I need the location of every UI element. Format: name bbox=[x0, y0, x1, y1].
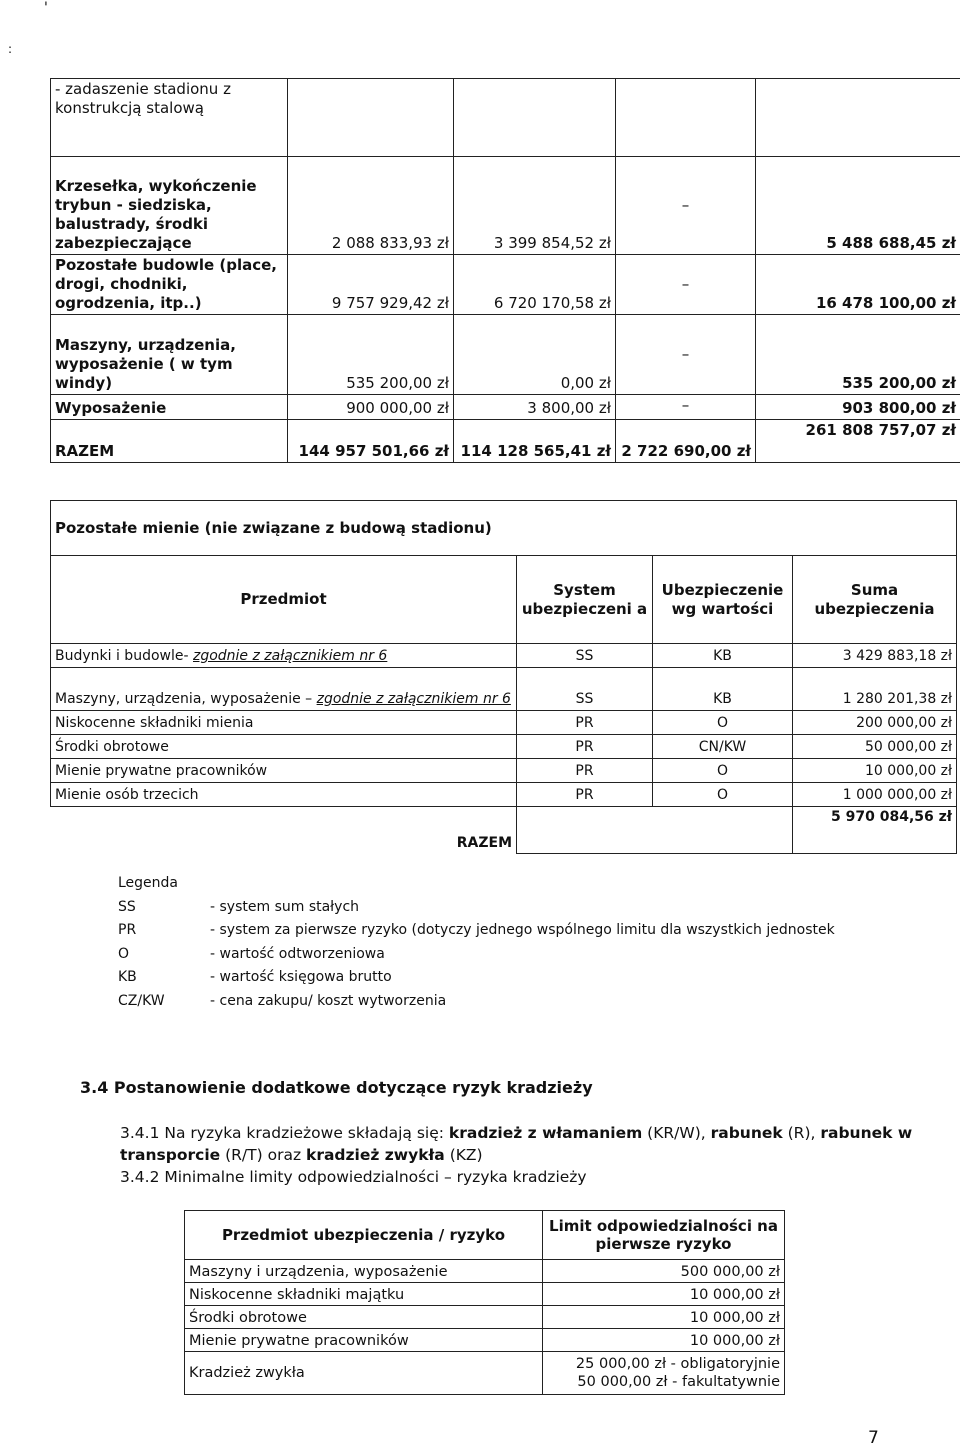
total-sum: 5 970 084,56 zł bbox=[793, 807, 957, 854]
table-row bbox=[51, 735, 957, 759]
row-label: Maszyny, urządzenia, wyposażenie ( w tym windy) bbox=[51, 315, 288, 395]
basis-cell: KB bbox=[653, 644, 793, 668]
total-cell: 5 488 688,45 zł bbox=[756, 157, 960, 255]
limit-cell: 10 000,00 zł bbox=[543, 1283, 785, 1306]
row-label: Pozostałe budowle (place, drogi, chodniki, ogrodzenia, itp..) bbox=[51, 255, 288, 315]
value-cell: 2 088 833,93 zł bbox=[288, 157, 454, 255]
legend-title: Legenda bbox=[118, 875, 179, 891]
table-row bbox=[185, 1329, 785, 1352]
sum-cell: 10 000,00 zł bbox=[793, 759, 957, 783]
other-property-table-wrap bbox=[50, 500, 957, 854]
column-header: Ubezpieczenie wg wartości bbox=[653, 556, 793, 644]
legend-item: KB - wartość księgowa brutto bbox=[118, 969, 392, 985]
theft-limits-table-wrap bbox=[184, 1210, 785, 1395]
value-cell: 2 722 690,00 zł bbox=[616, 420, 756, 463]
total-cell: 261 808 757,07 zł bbox=[756, 420, 960, 463]
limit-cell: 500 000,00 zł bbox=[543, 1260, 785, 1283]
table-row bbox=[51, 711, 957, 735]
system-cell: PR bbox=[517, 735, 653, 759]
value-cell: 114 128 565,41 zł bbox=[454, 420, 616, 463]
limit-cell: 10 000,00 zł bbox=[543, 1306, 785, 1329]
column-header: Przedmiot ubezpieczenia / ryzyko bbox=[185, 1211, 543, 1260]
legend-item: CZ/KW - cena zakupu/ koszt wytworzenia bbox=[118, 992, 447, 1009]
item-cell: Mienie prywatne pracowników bbox=[51, 759, 517, 783]
column-header: Przedmiot bbox=[51, 556, 517, 644]
table-row bbox=[51, 759, 957, 783]
table-row bbox=[51, 783, 957, 807]
table-row bbox=[51, 255, 960, 315]
sum-cell: 1 280 201,38 zł bbox=[793, 668, 957, 711]
row-label: Wyposażenie bbox=[51, 395, 288, 420]
item-cell: Maszyny, urządzenia, wyposażenie – zgodnie z załącznikiem nr 6 bbox=[51, 668, 517, 711]
sum-cell: 200 000,00 zł bbox=[793, 711, 957, 735]
sum-cell: 1 000 000,00 zł bbox=[793, 783, 957, 807]
basis-cell: KB bbox=[653, 668, 793, 711]
total-cell: 16 478 100,00 zł bbox=[756, 255, 960, 315]
table-row bbox=[51, 315, 960, 395]
item-cell: Środki obrotowe bbox=[185, 1306, 543, 1329]
value-cell: 900 000,00 zł bbox=[288, 395, 454, 420]
item-cell: Mienie prywatne pracowników bbox=[185, 1329, 543, 1352]
other-property-table bbox=[50, 500, 957, 854]
value-cell: 0,00 zł bbox=[454, 315, 616, 395]
column-header: Suma ubezpieczenia bbox=[793, 556, 957, 644]
value-cell: 535 200,00 zł bbox=[288, 315, 454, 395]
basis-cell: O bbox=[653, 783, 793, 807]
value-cell: – bbox=[616, 255, 756, 315]
value-cell: 9 757 929,42 zł bbox=[288, 255, 454, 315]
paragraph-3-4-1: 3.4.1 Na ryzyka kradzieżowe składają się: kradzież z włamaniem (KR/W), rabunek (R), rabunek w transporcie (R/T) oraz kradzież zwykła (KZ) bbox=[120, 1124, 913, 1164]
sum-cell: 50 000,00 zł bbox=[793, 735, 957, 759]
table-header-row bbox=[185, 1211, 785, 1260]
table-row bbox=[185, 1306, 785, 1329]
item-cell: Środki obrotowe bbox=[51, 735, 517, 759]
limit-cell: 10 000,00 zł bbox=[543, 1329, 785, 1352]
sum-cell: 3 429 883,18 zł bbox=[793, 644, 957, 668]
stadium-costs-table-wrap bbox=[50, 78, 960, 463]
table-row bbox=[51, 644, 957, 668]
total-label: RAZEM bbox=[51, 807, 517, 854]
column-header: Limit odpowiedzialności na pierwsze ryzyko bbox=[543, 1211, 785, 1260]
item-cell: Mienie osób trzecich bbox=[51, 783, 517, 807]
system-cell: PR bbox=[517, 759, 653, 783]
table-total-row bbox=[51, 807, 957, 854]
system-cell: SS bbox=[517, 644, 653, 668]
table-row bbox=[51, 157, 960, 255]
value-cell: 3 800,00 zł bbox=[454, 395, 616, 420]
table-title: Pozostałe mienie (nie związane z budową stadionu) bbox=[51, 501, 957, 556]
value-cell: 144 957 501,66 zł bbox=[288, 420, 454, 463]
legend-item: SS - system sum stałych bbox=[118, 898, 360, 915]
system-cell: PR bbox=[517, 711, 653, 735]
basis-cell: CN/KW bbox=[653, 735, 793, 759]
table-row bbox=[51, 395, 960, 420]
page-number: 7 bbox=[868, 1428, 879, 1448]
legend bbox=[118, 872, 835, 1013]
value-cell: – bbox=[616, 395, 756, 420]
legend-item: O - wartość odtworzeniowa bbox=[118, 945, 385, 962]
table-header-row bbox=[51, 556, 957, 644]
table-row bbox=[185, 1260, 785, 1283]
item-cell: Maszyny i urządzenia, wyposażenie bbox=[185, 1260, 543, 1283]
table-row bbox=[185, 1283, 785, 1306]
section-body bbox=[120, 1122, 960, 1188]
legend-item: PR - system za pierwsze ryzyko (dotyczy jednego wspólnego limitu dla wszystkich jednostek bbox=[118, 922, 835, 938]
table-row bbox=[51, 420, 960, 463]
value-cell: – bbox=[616, 315, 756, 395]
row-label: Krzesełka, wykończenie trybun - siedziska, balustrady, środki zabezpieczające bbox=[51, 157, 288, 255]
paragraph-3-4-2: 3.4.2 Minimalne limity odpowiedzialności – ryzyka kradzieży bbox=[120, 1168, 587, 1186]
basis-cell: O bbox=[653, 711, 793, 735]
total-cell: 535 200,00 zł bbox=[756, 315, 960, 395]
section-title: 3.4 Postanowienie dodatkowe dotyczące ryzyk kradzieży bbox=[80, 1078, 593, 1097]
basis-cell: O bbox=[653, 759, 793, 783]
theft-limits-table bbox=[184, 1210, 785, 1395]
column-header: System ubezpieczeni a bbox=[517, 556, 653, 644]
scan-mark: ' bbox=[44, 0, 48, 16]
table-row bbox=[51, 668, 957, 711]
row-label: RAZEM bbox=[51, 420, 288, 463]
item-cell: Niskocenne składniki mienia bbox=[51, 711, 517, 735]
row-label: - zadaszenie stadionu z konstrukcją stalową bbox=[51, 79, 288, 157]
total-cell: 903 800,00 zł bbox=[756, 395, 960, 420]
system-cell: SS bbox=[517, 668, 653, 711]
system-cell: PR bbox=[517, 783, 653, 807]
item-cell: Kradzież zwykła bbox=[185, 1352, 543, 1395]
item-cell: Budynki i budowle- zgodnie z załącznikiem nr 6 bbox=[51, 644, 517, 668]
value-cell: 3 399 854,52 zł bbox=[454, 157, 616, 255]
value-cell: – bbox=[616, 157, 756, 255]
value-cell: 6 720 170,58 zł bbox=[454, 255, 616, 315]
scan-mark: : bbox=[8, 42, 13, 56]
limit-cell: 25 000,00 zł - obligatoryjnie 50 000,00 zł - fakultatywnie bbox=[543, 1352, 785, 1395]
stadium-costs-table bbox=[50, 78, 960, 463]
item-cell: Niskocenne składniki majątku bbox=[185, 1283, 543, 1306]
table-row bbox=[185, 1352, 785, 1395]
